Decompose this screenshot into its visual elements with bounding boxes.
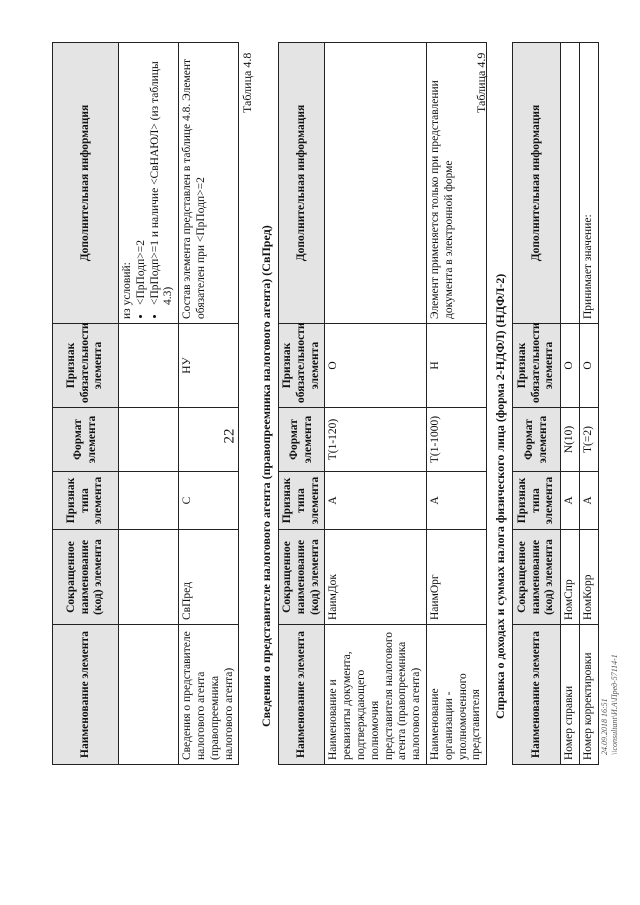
print-stamp	[600, 654, 620, 755]
element-required: О	[561, 324, 580, 408]
col-header-format: Формат элемента	[53, 408, 119, 472]
info-cell	[119, 43, 179, 324]
element-format: N(10)	[561, 408, 580, 472]
info-intro: из условий:	[121, 262, 133, 319]
element-code: СвПред	[179, 530, 239, 625]
table-title: Справка о доходах и суммах налога физического лица (форма 2-НДФЛ) (НДФЛ-2)	[493, 273, 507, 719]
element-name: Наименование и реквизиты документа, подтверждающего полномочия представителя налогового агента (правопреемника налогового агента)	[325, 625, 427, 765]
col-header-required: Признак обязательности элемента	[279, 324, 325, 408]
table-row	[179, 43, 239, 765]
col-header-code: Сокращенное наименование (код) элемента	[53, 530, 119, 625]
element-info: Принимает значение:	[579, 43, 598, 324]
element-info: Состав элемента представлен в таблице 4.8. Элемент обязателен при <ПрПодп>=2	[179, 43, 239, 324]
element-required: О	[579, 324, 598, 408]
table-title: Сведения о представителе налогового агента (правопреемника налогового агента) (СвПред)	[259, 225, 273, 727]
col-header-format: Формат элемента	[279, 408, 325, 472]
list-item: • <ПрПодп>=1 и наличие <СвНАЮЛ> (из таблицы 4.3)	[149, 47, 177, 305]
col-header-code: Сокращенное наименование (код) элемента	[513, 530, 561, 625]
col-header-format: Формат элемента	[513, 408, 561, 472]
table-number: Таблица 4.9	[474, 52, 488, 113]
stamp-path: \\consultant\И.А\Пред-57114-1	[610, 654, 619, 755]
element-format: T(=2)	[579, 408, 598, 472]
col-header-name: Наименование элемента	[53, 625, 119, 765]
stamp-date: 24.09.2018 16:51	[600, 698, 609, 755]
col-header-type: Признак типа элемента	[279, 472, 325, 530]
element-name: Номер справки	[561, 625, 580, 765]
col-header-required: Признак обязательности элемента	[513, 324, 561, 408]
element-type: А	[579, 472, 598, 530]
element-info: Элемент применяется только при представлении документа в электронной форме	[426, 43, 486, 324]
table-row	[426, 43, 486, 765]
table-4-8	[278, 42, 487, 765]
col-header-code: Сокращенное наименование (код) элемента	[279, 530, 325, 625]
element-type: А	[426, 472, 486, 530]
col-header-info: Дополнительная информация	[53, 43, 119, 324]
table-header-row	[53, 43, 119, 765]
element-code: НомКорр	[579, 530, 598, 625]
element-code: НаимДок	[325, 530, 427, 625]
element-info	[561, 43, 580, 324]
element-required: НУ	[179, 324, 239, 408]
info-bullets	[135, 47, 176, 319]
col-header-required: Признак обязательности элемента	[53, 324, 119, 408]
col-header-type: Признак типа элемента	[513, 472, 561, 530]
table-row	[325, 43, 427, 765]
element-format: T(1-120)	[325, 408, 427, 472]
element-info	[325, 43, 427, 324]
col-header-type: Признак типа элемента	[53, 472, 119, 530]
element-type: А	[561, 472, 580, 530]
col-header-name: Наименование элемента	[513, 625, 561, 765]
continuation-table	[52, 42, 239, 765]
element-name: Сведения о представителе налогового агента (правопреемника налогового агента)	[179, 625, 239, 765]
element-required: О	[325, 324, 427, 408]
table-header-row	[279, 43, 325, 765]
col-header-info: Дополнительная информация	[279, 43, 325, 324]
table-row	[561, 43, 580, 765]
element-name: Номер корректировки	[579, 625, 598, 765]
table-number: Таблица 4.8	[240, 52, 254, 113]
element-format: T(1-1000)	[426, 408, 486, 472]
col-header-info: Дополнительная информация	[513, 43, 561, 324]
table-row	[579, 43, 598, 765]
element-type: А	[325, 472, 427, 530]
element-format	[179, 408, 239, 472]
table-4-9	[512, 42, 599, 765]
element-type: С	[179, 472, 239, 530]
col-header-name: Наименование элемента	[279, 625, 325, 765]
element-name: Наименование организации - уполномоченного представителя	[426, 625, 486, 765]
element-code: НаимОрг	[426, 530, 486, 625]
element-required: Н	[426, 324, 486, 408]
element-code: НомСпр	[561, 530, 580, 625]
list-item: • <ПрПодп>=2	[135, 47, 149, 305]
table-row	[119, 43, 179, 765]
table-header-row	[513, 43, 561, 765]
